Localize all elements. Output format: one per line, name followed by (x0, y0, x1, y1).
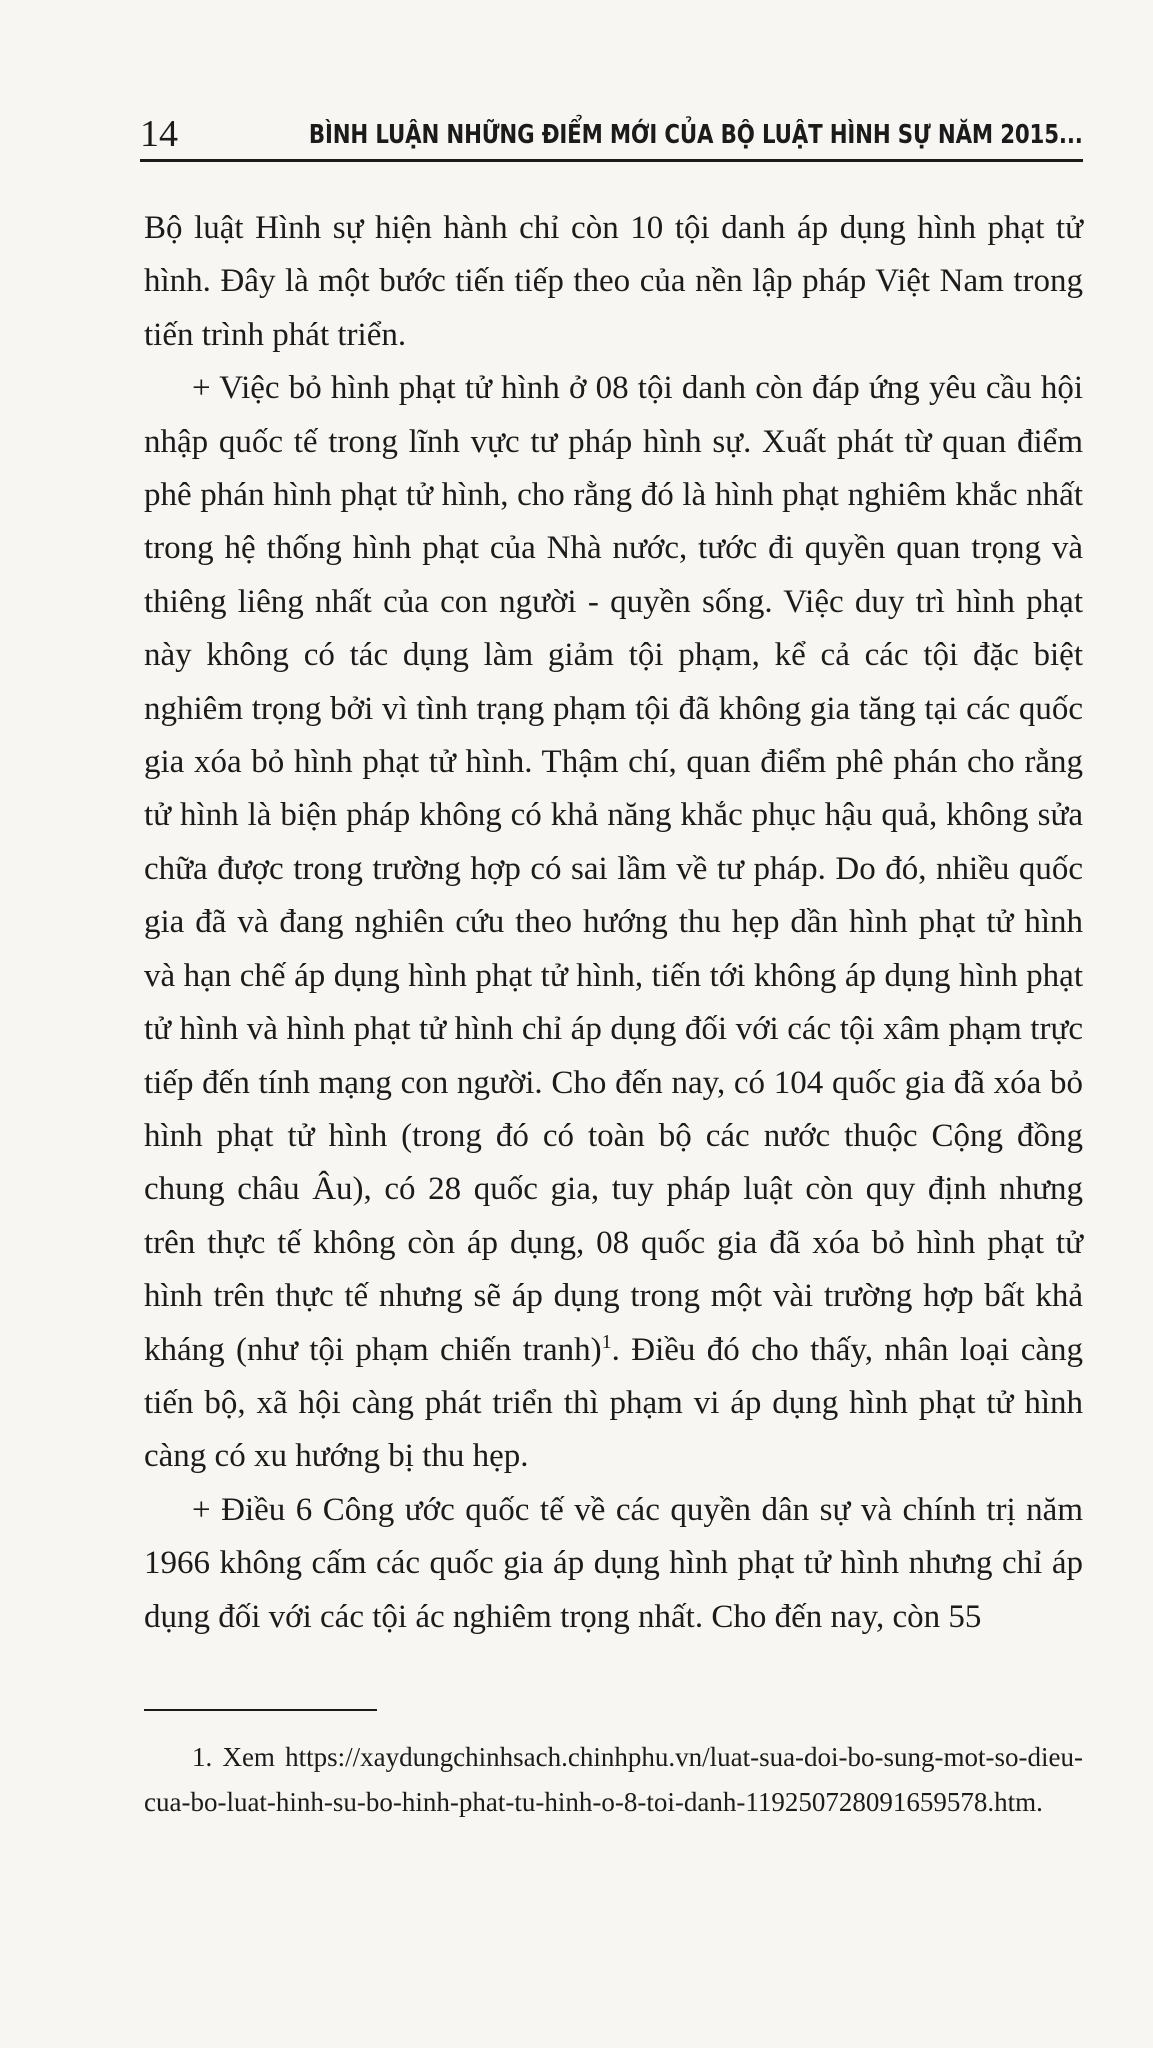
paragraph-2-text-continued: . Điều đó cho thấy, nhân loại càng tiến bộ, xã hội càng phát triển thì phạm vi áp dụng hình phạt tử hình càng có xu hướng bị thu hẹp. (144, 1331, 1083, 1475)
running-title: BÌNH LUẬN NHỮNG ĐIỂM MỚI CỦA BỘ LUẬT HÌNH SỰ NĂM 2015... (309, 120, 1083, 150)
footnote-url[interactable]: https://xaydungchinhsach.chinhphu.vn/luat-sua-doi-bo-sung-mot-so-dieu-cua-bo-luat-hinh-su-bo-hinh-phat-tu-hinh-o-8-toi-danh-119250728091659578.htm. (144, 1742, 1083, 1817)
footnote-marker: 1. (192, 1742, 213, 1772)
header-rule (140, 159, 1083, 162)
footnote (144, 1735, 1083, 1825)
footnote-reference[interactable]: 1 (601, 1330, 612, 1353)
paragraph-2-text: + Việc bỏ hình phạt tử hình ở 08 tội danh còn đáp ứng yêu cầu hội nhập quốc tế trong lĩnh vực tư pháp hình sự. Xuất phát từ quan điểm phê phán hình phạt tử hình, cho rằng đó là hình phạt nghiêm khắc nhất trong hệ thống hình phạt của Nhà nước, tước đi quyền quan trọng và thiêng liêng nhất của con người - quyền sống. Việc duy trì hình phạt này không có tác dụng làm giảm tội phạm, kể cả các tội đặc biệt nghiêm trọng bởi vì tình trạng phạm tội đã không gia tăng tại các quốc gia xóa bỏ hình phạt tử hình. Thậm chí, quan điểm phê phán cho rằng tử hình là biện pháp không có khả năng khắc phục hậu quả, không sửa chữa được trong trường hợp có sai lầm về tư pháp. Do đó, nhiều quốc gia đã và đang nghiên cứu theo hướng thu hẹp dần hình phạt tử hình và hạn chế áp dụng hình phạt tử hình, tiến tới không áp dụng hình phạt tử hình và hình phạt tử hình chỉ áp dụng đối với các tội xâm phạm trực tiếp đến tính mạng con người. Cho đến nay, có 104 quốc gia đã xóa bỏ hình phạt tử hình (trong đó có toàn bộ các nước thuộc Cộng đồng chung châu Âu), có 28 quốc gia, tuy pháp luật còn quy định nhưng trên thực tế không còn áp dụng, 08 quốc gia đã xóa bỏ hình phạt tử hình trên thực tế nhưng sẽ áp dụng trong một vài trường hợp bất khả kháng (như tội phạm chiến tranh) (144, 370, 1083, 1368)
footnote-lead: Xem (222, 1742, 275, 1772)
paragraph-3 (144, 1484, 1083, 1644)
paragraph-1-text: Bộ luật Hình sự hiện hành chỉ còn 10 tội danh áp dụng hình phạt tử hình. Đây là một bước tiến tiếp theo của nền lập pháp Việt Nam trong tiến trình phát triển. (144, 210, 1083, 353)
paragraph-1 (144, 202, 1083, 362)
paragraph-2 (144, 362, 1083, 1484)
page-number: 14 (140, 113, 178, 155)
page-header (140, 112, 1083, 162)
paragraph-3-text: + Điều 6 Công ước quốc tế về các quyền dân sự và chính trị năm 1966 không cấm các quốc gia áp dụng hình phạt tử hình nhưng chỉ áp dụng đối với các tội ác nghiêm trọng nhất. Cho đến nay, còn 55 (144, 1491, 1083, 1635)
body-text (144, 202, 1083, 1644)
footnote-rule (144, 1709, 377, 1711)
